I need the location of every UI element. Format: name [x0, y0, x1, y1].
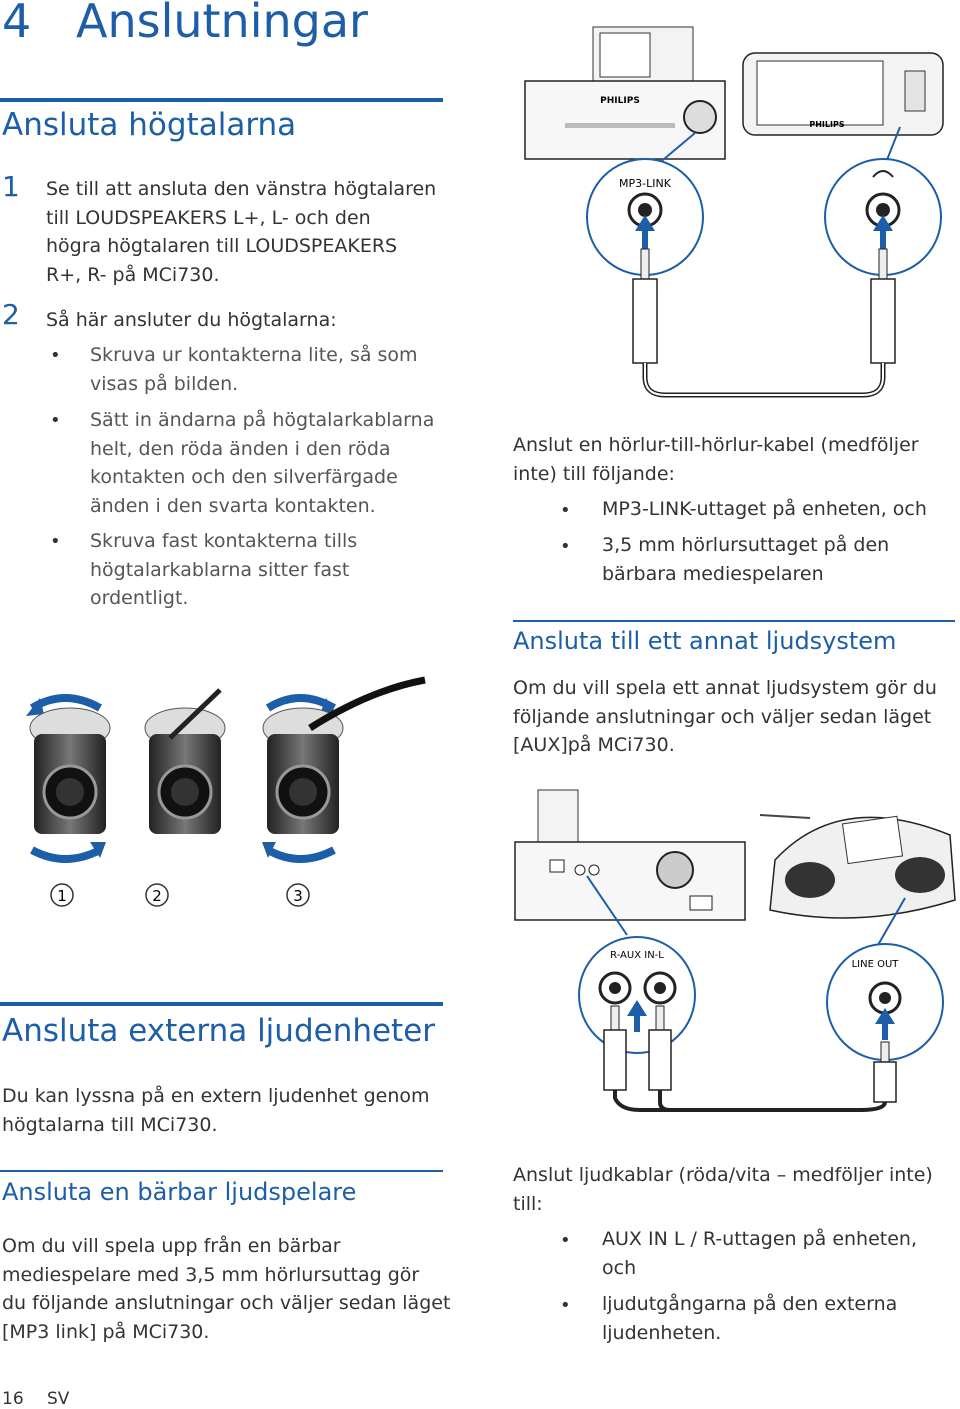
mp3-link-diagram: [505, 5, 955, 405]
step-number: 1: [2, 170, 20, 203]
bullet-dot-icon: •: [50, 531, 61, 552]
line-out-label: LINE OUT: [851, 959, 899, 970]
speakers-heading: Ansluta högtalarna: [2, 107, 297, 143]
bullet-dot-icon: •: [560, 1295, 571, 1316]
bullet-dot-icon: •: [560, 500, 571, 521]
aux-label: R-AUX IN-L: [610, 950, 664, 961]
figure-label: 1: [57, 887, 67, 905]
bullet-dot-icon: •: [50, 345, 61, 366]
external-heading: Ansluta externa ljudenheter: [2, 1013, 436, 1049]
figure-label: 2: [152, 887, 162, 905]
step-number: 2: [2, 298, 20, 331]
svg-text:PHILIPS: PHILIPS: [809, 120, 845, 129]
rotate-arrow-icon: [32, 698, 100, 708]
brand-label: PHILIPS: [600, 96, 640, 106]
bullet-dot-icon: •: [50, 410, 61, 431]
bullet-dot-icon: •: [560, 1230, 571, 1251]
divider: [0, 1002, 443, 1006]
portable-heading: Ansluta en bärbar ljudspelare: [2, 1178, 357, 1206]
divider: [0, 1170, 443, 1172]
divider: [513, 620, 955, 622]
divider: [0, 98, 443, 102]
speaker-connectors-illustration: [20, 670, 440, 920]
page-number: 16: [2, 1389, 24, 1409]
language-code: SV: [47, 1389, 70, 1409]
bullet-dot-icon: •: [560, 536, 571, 557]
step-text: Så här ansluter du högtalarna:: [46, 309, 337, 331]
aux-diagram: [510, 780, 960, 1125]
chapter-number: 4: [2, 0, 32, 48]
chapter-title: Anslutningar: [76, 0, 368, 48]
figure-label: 3: [293, 887, 303, 905]
rotate-arrow-icon: [268, 850, 334, 859]
rotate-arrow-icon: [32, 850, 100, 859]
other-system-heading: Ansluta till ett annat ljudsystem: [513, 627, 897, 655]
mp3-link-label: MP3-LINK: [619, 177, 671, 190]
